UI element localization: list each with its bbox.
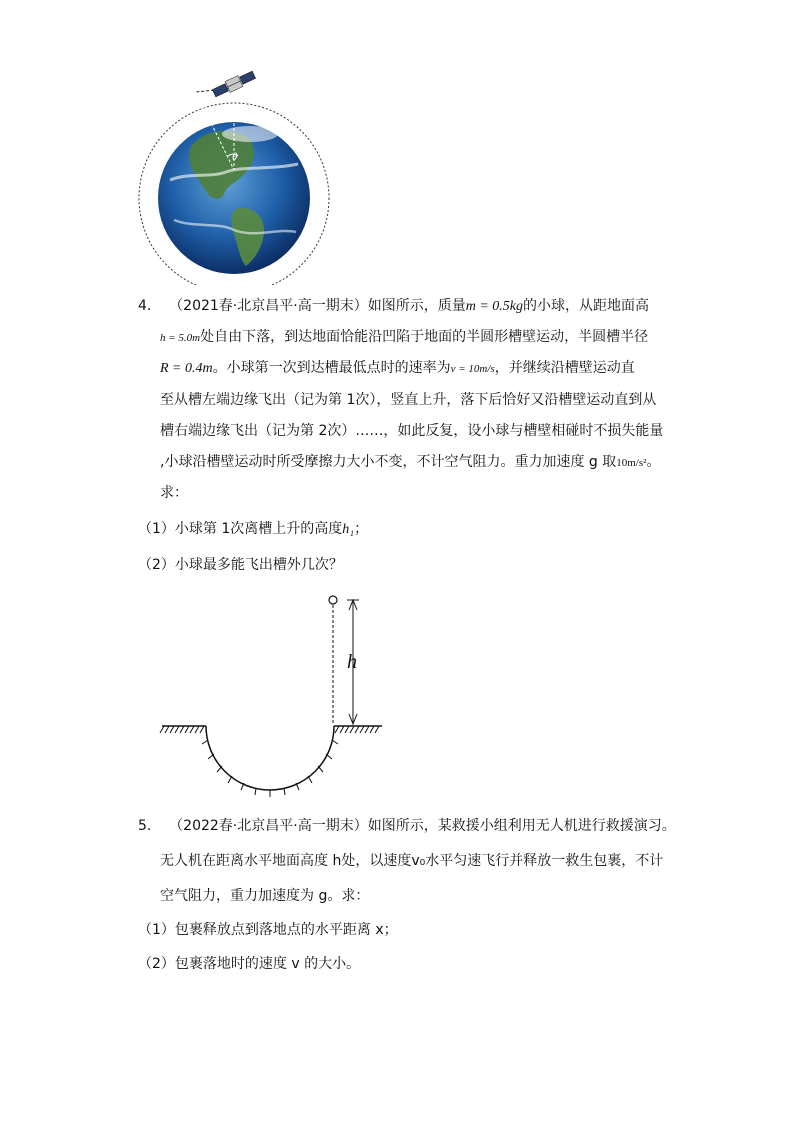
problem-4-line-6: ,小球沿槽壁运动时所受摩擦力大小不变，不计空气阻力。重力加速度 g 取10m/s²。 — [160, 454, 661, 470]
mass-expression: m = 0.5kg — [465, 299, 523, 314]
semicircle-groove-figure — [158, 588, 388, 806]
problem-5-line-3: 空气阻力，重力加速度为 g。求： — [160, 888, 370, 904]
problem-5-line-2: 无人机在距离水平地面高度 h处，以速度v₀水平匀速飞行并释放一救生包裹，不计 — [160, 853, 664, 869]
ball — [329, 596, 337, 604]
height-expression: h = 5.0m — [160, 332, 201, 344]
problem-4-question-2: （2）小球最多能飞出槽外几次？ — [138, 557, 343, 573]
problem-4-line-2: h = 5.0m处自由下落，到达地面恰能沿凹陷于地面的半圆形槽壁运动，半圆槽半径 — [160, 329, 649, 345]
polar-cloud — [222, 126, 278, 142]
angle-label: θ — [232, 151, 238, 163]
radius-expression: R = 0.4m — [160, 361, 213, 376]
problem-5-question-1: （1）包裹释放点到落地点的水平距离 x； — [138, 922, 398, 938]
groove-wall — [206, 726, 334, 790]
problem-4-line-4: 至从槽左端边缘飞出（记为第 1次），竖直上升，落下后恰好又沿槽壁运动直到从 — [160, 392, 657, 408]
height-label: h — [347, 651, 357, 673]
problem-4-line-3: R = 0.4m。小球第一次到达槽最低点时的速率为v = 10m/s，并继续沿槽壁运动直 — [160, 360, 635, 376]
problem-4-line-5: 槽右端边缘飞出（记为第 2次）……，如此反复，设小球与槽壁相碰时不损失能量 — [160, 423, 664, 439]
earth-satellite-figure — [130, 60, 340, 285]
problem-4-line-7: 求： — [160, 485, 188, 501]
ground-hatching — [160, 726, 379, 733]
problem-5-line-1: 5. （2022春·北京昌平·高一期末）如图所示，某救援小组利用无人机进行救援演习。 — [138, 818, 676, 834]
problem-4-line-1: 4. （2021春·北京昌平·高一期末）如图所示，质量m = 0.5kg的小球，从距地面高 — [138, 298, 649, 314]
g-expression: 10m/s² — [616, 457, 647, 469]
problem-4-question-1: （1）小球第 1次离槽上升的高度h₁； — [138, 521, 369, 537]
speed-expression: v = 10m/s — [450, 363, 495, 375]
problem-5-question-2: （2）包裹落地时的速度 v 的大小。 — [138, 956, 361, 972]
